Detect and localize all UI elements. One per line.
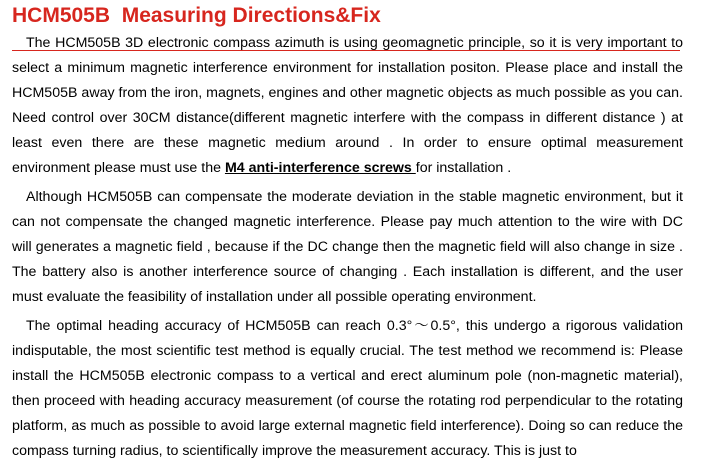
- paragraph-installation: [12, 31, 683, 181]
- paragraph-text: for installation .: [415, 160, 512, 176]
- page-title: HCM505B Measuring Directions&Fix: [12, 4, 381, 27]
- paragraph-text: The HCM505B 3D electronic compass azimuth is using geomagnetic principle, so it is very important to select a minimum magnetic interference environment for installation positon. Please place and install the HCM505B away from the iron, magnets, engines and other magnetic objects as much possible as you can. Need control over 30CM distance(different magnetic interfere with the compass in different distance ) at least even there are these magnetic medium around . In order to ensure optimal measurement environment please must use the: [12, 35, 683, 176]
- document-body: [12, 31, 683, 468]
- paragraph-accuracy: The optimal heading accuracy of HCM505B can reach 0.3°～0.5°, this undergo a rigorous validation indisputable, the most scientific test method is equally crucial. The test method we recommend is: Please install the HCM505B electronic compass to a vertical and erect aluminum pole (non-magnetic material), then proceed with heading accuracy measurement (of course the rotating rod perpendicular to the rotating platform, as much as possible to avoid large external magnetic field interference). Doing so can reduce the compass turning radius, to scientifically improve the measurement accuracy. This is just to: [12, 318, 683, 459]
- paragraph-compensation: Although HCM505B can compensate the moderate deviation in the stable magnetic environment, but it can not compensate the changed magnetic interference. Please pay much attention to the wire with DC will generates a magnetic field , because if the DC change then the magnetic field will also change in size . The battery also is another interference source of changing . Each installation is different, and the user must evaluate the feasibility of installation under all possible operating environment.: [12, 189, 683, 305]
- anti-interference-screws-emphasis: M4 anti-interference screws: [224, 160, 416, 176]
